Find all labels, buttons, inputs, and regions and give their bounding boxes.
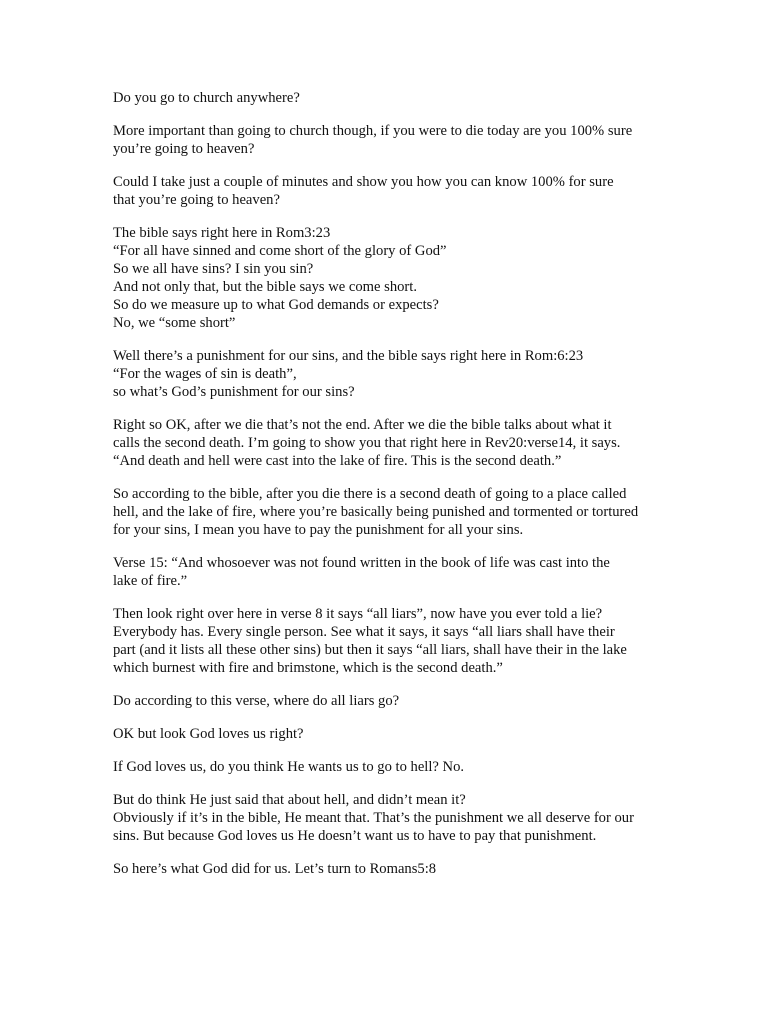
paragraph	[113, 860, 673, 878]
paragraph	[113, 89, 673, 107]
text-line: OK but look God loves us right?	[113, 726, 304, 742]
text-line: lake of fire.”	[113, 573, 188, 589]
paragraph	[113, 692, 673, 710]
text-line: hell, and the lake of fire, where you’re basically being punished and tormented or tortured	[113, 504, 639, 520]
text-line: Could I take just a couple of minutes and show you how you can know 100% for sure	[113, 174, 614, 190]
text-line: which burnest with fire and brimstone, which is the second death.”	[113, 660, 503, 676]
paragraph	[113, 605, 673, 677]
paragraph	[113, 224, 673, 332]
text-line: Right so OK, after we die that’s not the end. After we die the bible talks about what it	[113, 417, 612, 433]
paragraph	[113, 791, 673, 845]
text-line: Do you go to church anywhere?	[113, 90, 300, 106]
text-line: Well there’s a punishment for our sins, and the bible says right here in Rom:6:23	[113, 348, 584, 364]
text-line: “For all have sinned and come short of the glory of God”	[113, 243, 447, 259]
paragraph	[113, 173, 673, 209]
text-line: Everybody has. Every single person. See what it says, it says “all liars shall have their	[113, 624, 615, 640]
text-line: Verse 15: “And whosoever was not found written in the book of life was cast into the	[113, 555, 610, 571]
paragraph	[113, 758, 673, 776]
text-line: If God loves us, do you think He wants us to go to hell? No.	[113, 759, 465, 775]
text-line: More important than going to church though, if you were to die today are you 100% sure	[113, 123, 633, 139]
text-line: So here’s what God did for us. Let’s turn to Romans5:8	[113, 861, 437, 877]
text-line: So do we measure up to what God demands or expects?	[113, 297, 439, 313]
paragraph	[113, 416, 673, 470]
document-body	[113, 89, 673, 893]
text-line: Do according to this verse, where do all liars go?	[113, 693, 400, 709]
text-line: So according to the bible, after you die there is a second death of going to a place called	[113, 486, 627, 502]
text-line: Then look right over here in verse 8 it says “all liars”, now have you ever told a lie?	[113, 606, 603, 622]
text-line: part (and it lists all these other sins) but then it says “all liars, shall have their in the lake	[113, 642, 627, 658]
text-line: sins. But because God loves us He doesn’t want us to have to pay that punishment.	[113, 828, 597, 844]
text-line: for your sins, I mean you have to pay the punishment for all your sins.	[113, 522, 524, 538]
text-line: you’re going to heaven?	[113, 141, 255, 157]
text-line: But do think He just said that about hell, and didn’t mean it?	[113, 792, 466, 808]
paragraph	[113, 554, 673, 590]
paragraph	[113, 485, 673, 539]
text-line: Obviously if it’s in the bible, He meant that. That’s the punishment we all deserve for our	[113, 810, 634, 826]
paragraph	[113, 725, 673, 743]
text-line: “For the wages of sin is death”,	[113, 366, 297, 382]
text-line: No, we “some short”	[113, 315, 236, 331]
text-line: that you’re going to heaven?	[113, 192, 280, 208]
text-line: calls the second death. I’m going to show you that right here in Rev20:verse14, it says.	[113, 435, 621, 451]
paragraph	[113, 122, 673, 158]
text-line: The bible says right here in Rom3:23	[113, 225, 331, 241]
text-line: so what’s God’s punishment for our sins?	[113, 384, 355, 400]
paragraph	[113, 347, 673, 401]
text-line: “And death and hell were cast into the lake of fire. This is the second death.”	[113, 453, 562, 469]
text-line: And not only that, but the bible says we come short.	[113, 279, 417, 295]
text-line: So we all have sins? I sin you sin?	[113, 261, 314, 277]
